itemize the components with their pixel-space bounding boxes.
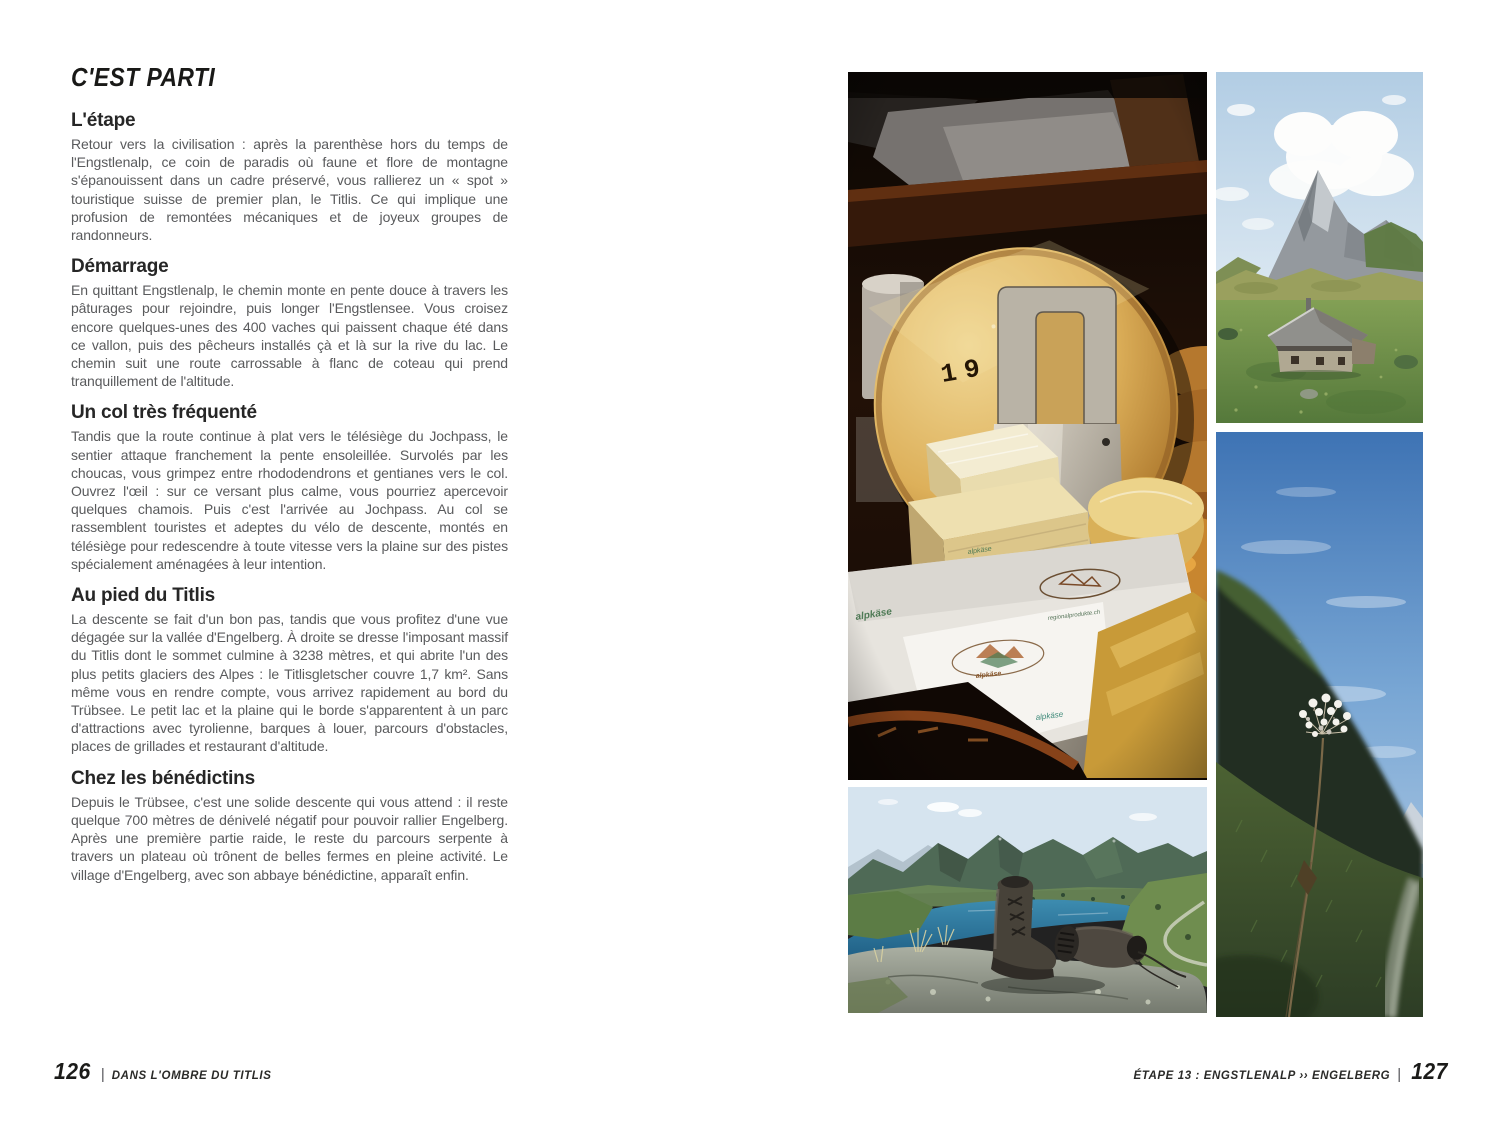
section-body: Retour vers la civilisation : après la parenthèse hors du temps de l'Engstlenalp, ce coin de paradis où faune et flore de montagne s'épanouissent dans un cadre préservé, vous rallierez un « spot » touristique suisse de premier plan, le Titlis. Ce qui implique une profusion de remontées mécaniques et de joyeux groupes de randonneurs. bbox=[71, 136, 508, 244]
alpine-hut-illustration bbox=[1216, 72, 1423, 423]
section-body: Tandis que la route continue à plat vers le télésiège du Jochpass, le sentier attaque franchement la pente ensoleillée. Survolés par les choucas, vous grimpez entre rhododendrons et gentianes vers le col. Ouvrez l'œil : sur ce versant plus calme, vous pourriez apercevoir quelques chamois. Puis c'est l'arrivée au Jochpass. Au col se rassemblent touristes et adeptes du vélo de descente, montés en télésiège pour redescendre à toute vitesse vers la plaine sur des pistes spécialement aménagées à leur intention. bbox=[71, 428, 508, 572]
page-number-left: 126 bbox=[54, 1058, 91, 1084]
left-page-text-column bbox=[71, 62, 508, 884]
cheese-cellar-photo bbox=[848, 72, 1207, 780]
footer-divider: | bbox=[100, 1066, 105, 1083]
section-demarrage bbox=[71, 256, 508, 390]
lake-boots-photo bbox=[848, 787, 1207, 1013]
cheese-cellar-illustration bbox=[848, 72, 1207, 780]
section-heading: Un col très fréquenté bbox=[71, 402, 257, 424]
section-etape bbox=[71, 110, 508, 244]
section-heading: Chez les bénédictins bbox=[71, 767, 255, 789]
section-body: La descente se fait d'un bon pas, tandis que vous profitez d'une vue dégagée sur la vallée d'Engelberg. À droite se dresse l'imposant massif du Titlis dont le sommet culmine à 3238 mètres, et qui abrite l'un des plus petits glaciers des Alpes : le Titlisgletscher couvre 1,7 km². Sans même vous en rendre compte, vous arrivez rapidement au bord du Trübsee. Le petit lac et la plaine qui le borde s'apparentent à un parc d'attractions avec tyrolienne, barques à louer, parcours d'obstacles, places de grillades et restaurant d'altitude. bbox=[71, 611, 508, 755]
footer-right bbox=[1133, 1058, 1448, 1085]
section-pied-titlis bbox=[71, 585, 508, 756]
section-body: En quittant Engstlenalp, le chemin monte en pente douce à travers les pâturages pour rejoindre, puis longer l'Engstlensee. Vous croisez encore quelques-unes des 400 vaches qui paissent chaque été dans ce vallon, puis des pêcheurs installés çà et là sur la rive du lac. Le chemin suit une route carrossable à flanc de coteau qui prend tranquillement de l'altitude. bbox=[71, 282, 508, 390]
trail-flower-photo bbox=[1216, 432, 1423, 1017]
chapter-running-title: DANS L'OMBRE DU TITLIS bbox=[111, 1070, 272, 1082]
section-heading: L'étape bbox=[71, 110, 136, 131]
section-benedictins bbox=[71, 768, 508, 884]
page-number-right: 127 bbox=[1411, 1058, 1448, 1084]
section-heading: Au pied du Titlis bbox=[71, 585, 216, 607]
section-col-frequente bbox=[71, 402, 508, 573]
footer-divider: | bbox=[1397, 1066, 1402, 1083]
page-title: C'EST PARTI bbox=[71, 62, 216, 92]
stage-running-title: ÉTAPE 13 : ENGSTLENALP ›› ENGELBERG bbox=[1133, 1070, 1391, 1082]
alpine-hut-photo bbox=[1216, 72, 1423, 423]
section-body: Depuis le Trübsee, c'est une solide descente qui vous attend : il reste quelque 700 mètres de dénivelé négatif pour pouvoir rallier Engelberg. Après une première partie raide, le reste du parcours serpente à travers un plateau où trônent de belles fermes en pleine activité. Le village d'Engelberg, avec son abbaye bénédictine, apparaît enfin. bbox=[71, 793, 508, 883]
trail-flower-illustration bbox=[1216, 432, 1423, 1017]
section-heading: Démarrage bbox=[71, 256, 169, 278]
footer-left bbox=[54, 1058, 271, 1085]
lake-boots-illustration bbox=[848, 787, 1207, 1013]
